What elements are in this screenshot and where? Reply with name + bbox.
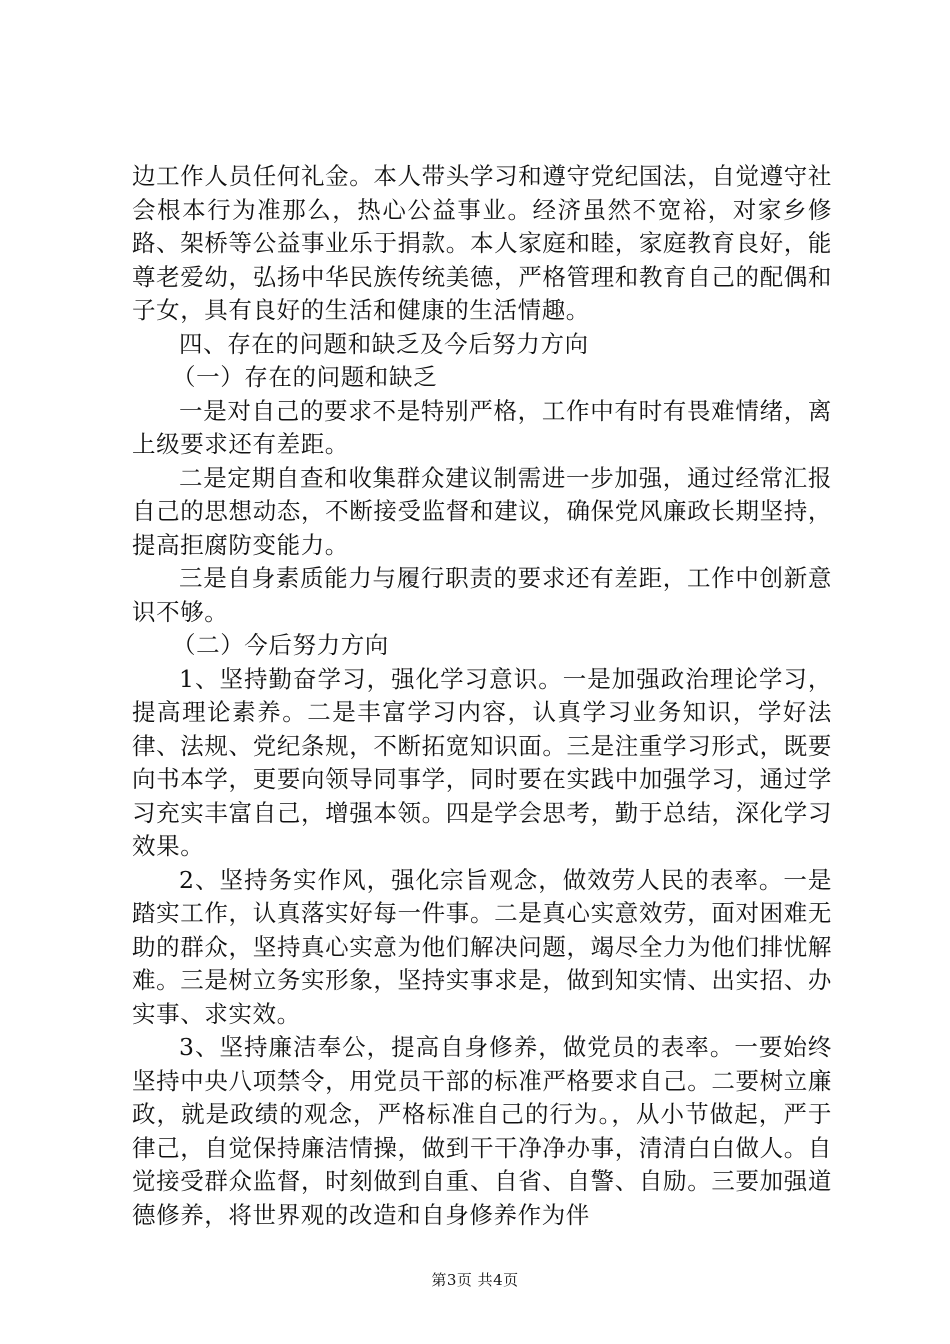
paragraph: 二是定期自查和收集群众建议制需进一步加强，通过经常汇报自己的思想动态，不断接受监督和建议，确保党风廉政长期坚持，提高拒腐防变能力。	[132, 463, 832, 559]
paragraph: 一是对自己的要求不是特别严格，工作中有时有畏难情绪，离上级要求还有差距。	[132, 396, 832, 458]
paragraph: 三是自身素质能力与履行职责的要求还有差距，工作中创新意识不够。	[132, 564, 832, 626]
document-body	[132, 160, 832, 1232]
paragraph: 1、坚持勤奋学习，强化学习意识。一是加强政治理论学习，提高理论素养。二是丰富学习内容，认真学习业务知识，学好法律、法规、党纪条规，不断拓宽知识面。三是注重学习形式，既要向书本学，更要向领导同事学，同时要在实践中加强学习，通过学习充实丰富自己，增强本领。四是学会思考，勤于总结，深化学习效果。	[132, 664, 832, 860]
subsection-heading: （二）今后努力方向	[172, 631, 389, 659]
paragraph-continued: 边工作人员任何礼金。本人带头学习和遵守党纪国法，自觉遵守社会根本行为准那么，热心公益事业。经济虽然不宽裕，对家乡修路、架桥等公益事业乐于捐款。本人家庭和睦，家庭教育良好，能尊老爱幼，弘扬中华民族传统美德，严格管理和教育自己的配偶和子女，具有良好的生活和健康的生活情趣。	[132, 162, 832, 324]
subsection-heading: （一）存在的问题和缺乏	[172, 363, 438, 391]
paragraph: 3、坚持廉洁奉公，提高自身修养，做党员的表率。一要始终坚持中央八项禁令，用党员干部的标准严格要求自己。二要树立廉政，就是政绩的观念，严格标准自己的行为。，从小节做起，严于律己，自觉保持廉洁情操，做到干干净净办事，清清白白做人。自觉接受群众监督，时刻做到自重、自省、自警、自励。三要加强道德修养，将世界观的改造和自身修养作为伴	[132, 1033, 832, 1229]
page-number-footer: 第3页 共4页	[431, 1271, 519, 1289]
paragraph: 2、坚持务实作风，强化宗旨观念，做效劳人民的表率。一是踏实工作，认真落实好每一件事。二是真心实意效劳，面对困难无助的群众，坚持真心实意为他们解决问题，竭尽全力为他们排忧解难。三是树立务实形象，坚持实事求是，做到知实情、出实招、办实事、求实效。	[132, 865, 832, 1028]
section-heading: 四、存在的问题和缺乏及今后努力方向	[179, 329, 589, 358]
